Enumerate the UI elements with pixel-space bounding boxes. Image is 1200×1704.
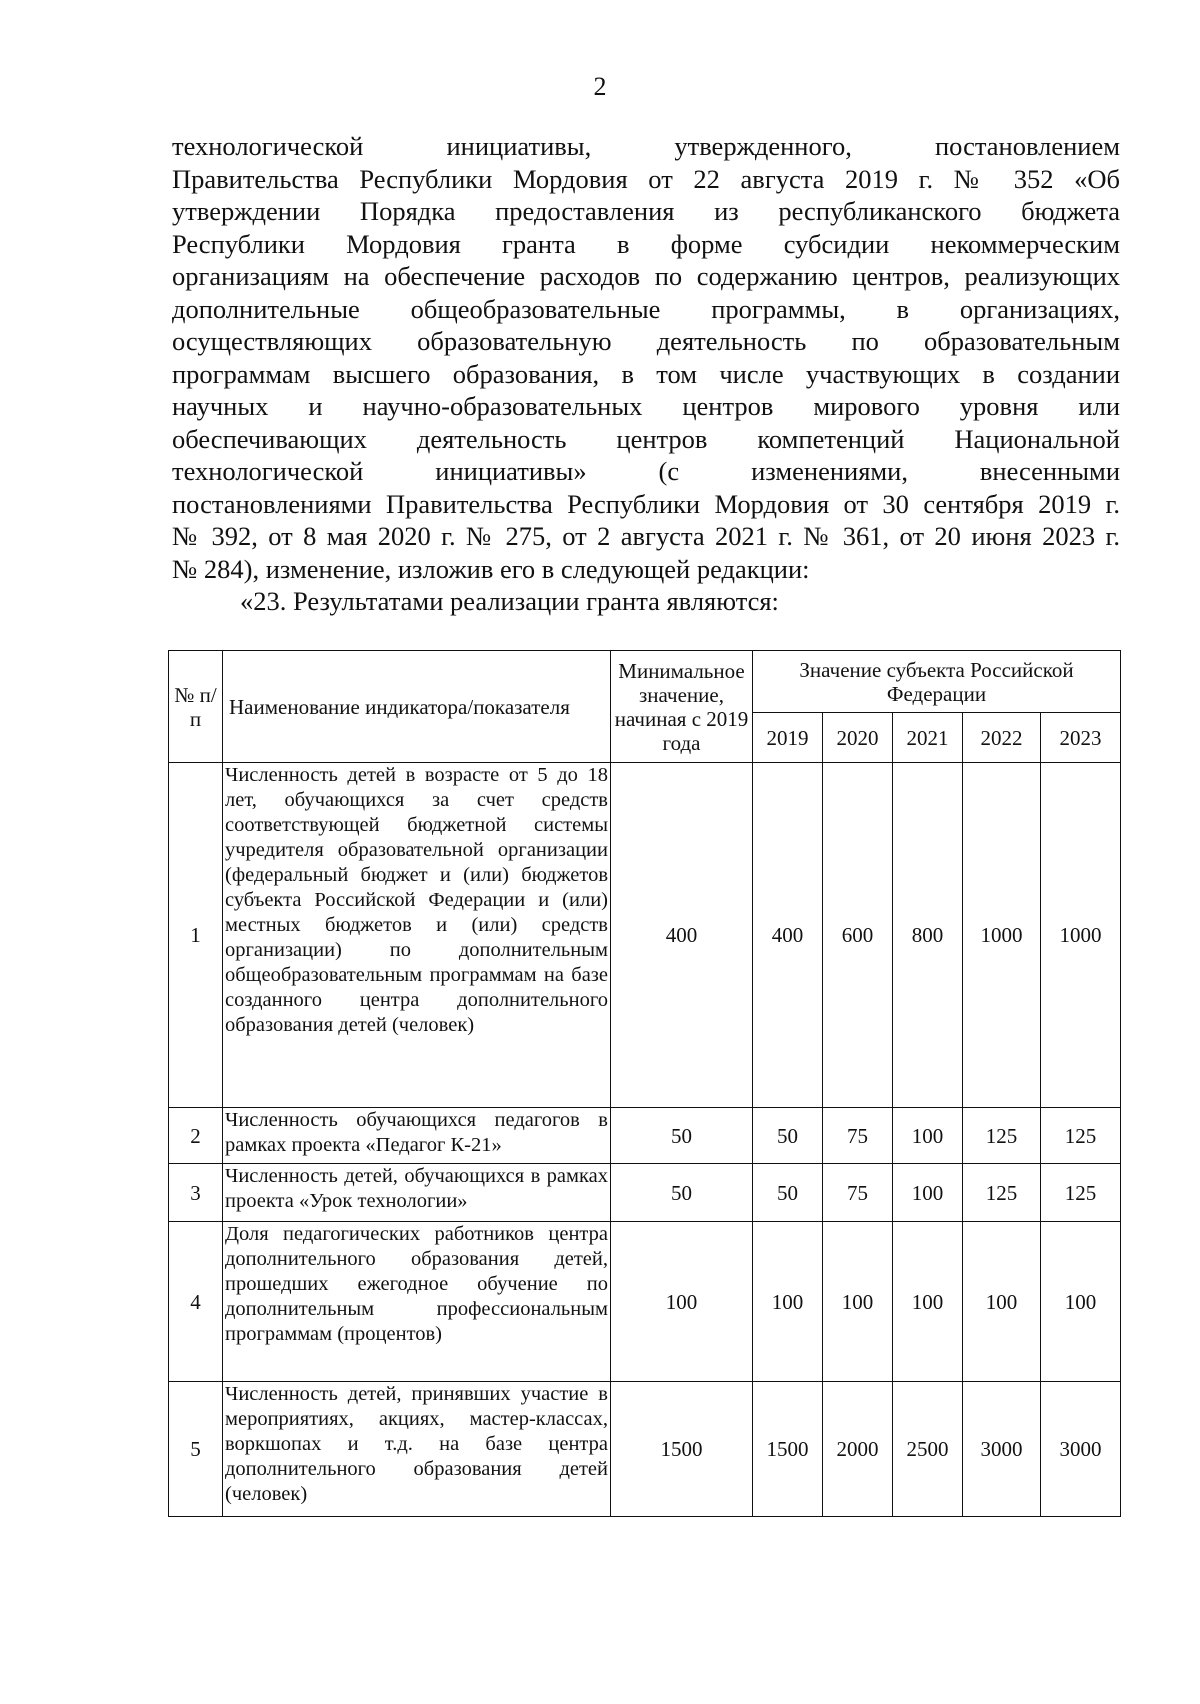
year-value: 600 (823, 763, 893, 1108)
table-row (169, 1222, 1121, 1382)
header-group: Значение субъекта Российской Федерации (753, 651, 1121, 713)
year-value: 50 (753, 1164, 823, 1222)
year-value: 50 (753, 1108, 823, 1164)
indicator-name: Численность детей, обучающихся в рамках проекта «Урок технологии» (223, 1164, 611, 1222)
results-table (168, 650, 1121, 1517)
row-num: 2 (169, 1108, 223, 1164)
subheading: «23. Результатами реализации гранта являются: (240, 586, 779, 616)
paragraph-line: утверждении Порядка предоставления из республиканского бюджета (172, 196, 1120, 226)
year-value: 100 (893, 1164, 963, 1222)
paragraph-line: дополнительные общеобразовательные программы, в организациях, (172, 293, 1120, 324)
paragraph-line: научных и научно-образовательных центров мирового уровня или (172, 391, 1120, 421)
year-value: 75 (823, 1108, 893, 1164)
header-year: 2019 (753, 713, 823, 763)
table-header-row (169, 651, 1121, 713)
row-num: 1 (169, 763, 223, 1108)
min-value: 400 (611, 763, 753, 1108)
indicator-name: Доля педагогических работников центра дополнительного образования детей, прошедших ежегодное обучение по дополнительным профессиональным программам (процентов) (223, 1222, 611, 1382)
header-year: 2023 (1041, 713, 1121, 763)
header-year: 2021 (893, 713, 963, 763)
page-number: 2 (593, 72, 607, 101)
paragraph-line: обеспечивающих деятельность центров компетенций Национальной (172, 423, 1120, 454)
year-value: 125 (963, 1164, 1041, 1222)
year-value: 3000 (963, 1382, 1041, 1517)
header-min: Минимальное значение, начиная с 2019 года (611, 651, 753, 763)
paragraph-line: технологической инициативы, утвержденного, постановлением (172, 131, 1120, 161)
year-value: 1500 (753, 1382, 823, 1517)
table-row (169, 1108, 1121, 1164)
indicator-name: Численность детей в возрасте от 5 до 18 лет, обучающихся за счет средств соответствующей бюджетной системы учредителя образовательной организации (федеральный бюджет и (или) бюджетов субъекта Российской Федерации и (или) местных бюджетов и (или) средств организации) по дополнительным общеобразовательным программам на базе созданного центра дополнительного образования детей (человек) (223, 763, 611, 1108)
header-year: 2022 (963, 713, 1041, 763)
year-value: 2000 (823, 1382, 893, 1517)
table-row (169, 763, 1121, 1108)
paragraph-line: организациям на обеспечение расходов по содержанию центров, реализующих (172, 261, 1120, 291)
row-num: 5 (169, 1382, 223, 1517)
header-num: № п/п (169, 651, 223, 763)
paragraph-line: осуществляющих образовательную деятельность по образовательным (172, 326, 1120, 356)
paragraph-line: Правительства Республики Мордовия от 22 августа 2019 г. № 352 «Об (172, 163, 1120, 194)
paragraph-line: технологической инициативы» (с изменениями, внесенными (172, 456, 1120, 486)
year-value: 75 (823, 1164, 893, 1222)
indicator-name: Численность обучающихся педагогов в рамках проекта «Педагог К-21» (223, 1108, 611, 1164)
year-value: 125 (1041, 1164, 1121, 1222)
year-value: 100 (1041, 1222, 1121, 1382)
row-num: 4 (169, 1222, 223, 1382)
min-value: 1500 (611, 1382, 753, 1517)
indicator-name: Численность детей, принявших участие в мероприятиях, акциях, мастер-классах, воркшопах и т.д. на базе центра дополнительного образования детей (человек) (223, 1382, 611, 1517)
paragraph-line: постановлениями Правительства Республики Мордовия от 30 сентября 2019 г. (172, 488, 1120, 519)
min-value: 50 (611, 1108, 753, 1164)
year-value: 125 (963, 1108, 1041, 1164)
year-value: 100 (893, 1108, 963, 1164)
header-name: Наименование индикатора/показателя (223, 651, 611, 763)
paragraph-line: Республики Мордовия гранта в форме субсидии некоммерческим (172, 228, 1120, 259)
year-value: 400 (753, 763, 823, 1108)
year-value: 100 (753, 1222, 823, 1382)
year-value: 2500 (893, 1382, 963, 1517)
year-value: 100 (963, 1222, 1041, 1382)
year-value: 100 (823, 1222, 893, 1382)
row-num: 3 (169, 1164, 223, 1222)
body-paragraph (172, 130, 1120, 618)
paragraph-line: программам высшего образования, в том числе участвующих в создании (172, 358, 1120, 389)
year-value: 3000 (1041, 1382, 1121, 1517)
year-value: 1000 (963, 763, 1041, 1108)
year-value: 100 (893, 1222, 963, 1382)
paragraph-line: № 284), изменение, изложив его в следующей редакции: (172, 553, 810, 584)
table-row (169, 1382, 1121, 1517)
paragraph-line: № 392, от 8 мая 2020 г. № 275, от 2 августа 2021 г. № 361, от 20 июня 2023 г. (172, 521, 1120, 551)
min-value: 100 (611, 1222, 753, 1382)
header-year: 2020 (823, 713, 893, 763)
min-value: 50 (611, 1164, 753, 1222)
table-row (169, 1164, 1121, 1222)
year-value: 125 (1041, 1108, 1121, 1164)
year-value: 800 (893, 763, 963, 1108)
year-value: 1000 (1041, 763, 1121, 1108)
